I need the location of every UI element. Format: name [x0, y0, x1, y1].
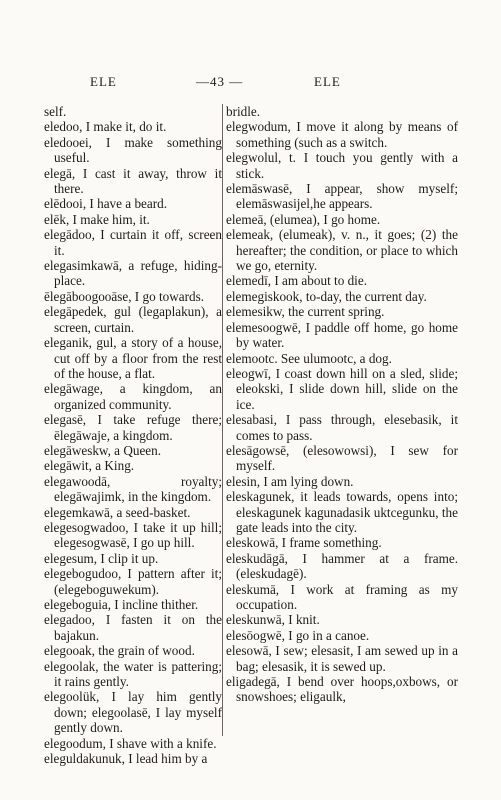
- right-column: [226, 104, 458, 705]
- dictionary-entry: elemesikw, the current spring.: [226, 304, 385, 320]
- left-guide-word: ELE: [90, 74, 117, 89]
- dictionary-entry: self.: [44, 104, 67, 119]
- dictionary-entry: eleskumā, I work at framing as my occupation.: [226, 581, 458, 612]
- dictionary-entry: elemegiskook, to-day, the current day.: [226, 288, 427, 304]
- right-guide-word: ELE: [314, 74, 341, 89]
- dictionary-entry: elēdooi, I have a beard.: [44, 196, 168, 212]
- dictionary-entry: elegā, I cast it away, throw it there.: [44, 165, 222, 197]
- dictionary-entry: elegasē, I take refuge there; ēlegāwaje, a kingdom.: [44, 412, 222, 443]
- column-divider: [222, 104, 223, 736]
- dictionary-entry: elemāswasē, I appear, show myself; elemāswasijel,he appears.: [226, 181, 458, 212]
- dictionary-entry: elegāpedek, gul (legaplakun), a screen, curtain.: [44, 304, 222, 335]
- dictionary-entry: elesōogwē, I go in a canoe.: [226, 627, 370, 643]
- dictionary-entry: elegoolük, I lay him gently down; elegoolasē, I lay myself gently down.: [44, 689, 222, 736]
- dictionary-entry: eleogwī, I coast down hill on a sled, slide; eleokski, I slide down hill, slide on the ice.: [226, 365, 458, 412]
- dictionary-entry: elegoolak, the water is pattering; it rains gently.: [44, 658, 222, 690]
- dictionary-entry: eleganik, gul, a story of a house, cut off by a floor from the rest of the house, a flat.: [44, 335, 222, 381]
- dictionary-entry: elegāwage, a kingdom, an organized community.: [44, 381, 222, 412]
- dictionary-entry: ēlegāboogooāse, I go towards.: [44, 288, 205, 304]
- dictionary-entry: elemedī, I am about to die.: [226, 273, 367, 289]
- dictionary-entry: elesāgowsē, (elesowowsi), I sew for myself.: [226, 442, 458, 474]
- page-header: [0, 74, 501, 94]
- page-number: —43 —: [196, 74, 244, 89]
- dictionary-entry: elegooak, the grain of wood.: [44, 643, 195, 659]
- dictionary-entry: eledooei, I make something useful.: [44, 134, 222, 166]
- dictionary-entry: eledoo, I make it, do it.: [44, 119, 167, 135]
- dictionary-entry: elegāwit, a King.: [44, 458, 135, 474]
- dictionary-entry: elegadoo, I fasten it on the bajakun.: [44, 612, 222, 643]
- dictionary-entry: elegwolul, t. I touch you gently with a stick.: [226, 150, 458, 181]
- dictionary-entry: elegoodum, I shave with a knife.: [44, 735, 217, 751]
- dictionary-entry: elēk, I make him, it.: [44, 211, 150, 227]
- dictionary-entry: eleguldakunuk, I lead him by a: [44, 751, 208, 767]
- dictionary-entry: elegesogwadoo, I take it up hill; elegesogwasē, I go up hill.: [44, 519, 222, 551]
- dictionary-entry: elegebogudoo, I pattern after it; (elegeboguwekum).: [44, 566, 222, 597]
- dictionary-entry: elegasimkawā, a refuge, hiding-place.: [44, 258, 222, 289]
- dictionary-entry: eleskudāgā, I hammer at a frame. (eleskudagē).: [226, 550, 458, 582]
- dictionary-entry: bridle.: [226, 104, 261, 119]
- left-column: [44, 104, 222, 766]
- dictionary-entry: elesabasi, I pass through, elesebasik, it comes to pass.: [226, 412, 458, 443]
- dictionary-entry: elemootc. See ulumootc, a dog.: [226, 350, 392, 366]
- dictionary-entry: elegādoo, I curtain it off, screen it.: [44, 227, 222, 258]
- dictionary-entry: eleskagunek, it leads towards, opens into; eleskagunek kagunadasik uktcegunku, the gate leads into the city.: [226, 489, 458, 535]
- dictionary-entry: elegawoodā, royalty; elegāwajimk, in the kingdom.: [44, 473, 222, 505]
- dictionary-entry: elegeboguia, I incline thither.: [44, 597, 199, 612]
- dictionary-entry: elemeā, (elumea), I go home.: [226, 211, 381, 227]
- dictionary-entry: elemesoogwē, I paddle off home, go home by water.: [226, 319, 458, 351]
- dictionary-entry: eleskowā, I frame something.: [226, 535, 382, 551]
- dictionary-entry: elegesum, I clip it up.: [44, 550, 159, 566]
- dictionary-entry: eleskunwā, I knit.: [226, 612, 320, 628]
- dictionary-entry: elemeak, (elumeak), v. n., it goes; (2) the hereafter; the condition, or place to which we go, eternity.: [226, 227, 458, 274]
- dictionary-entry: eligadegā, I bend over hoops,oxbows, or snowshoes; eligaulk,: [226, 674, 458, 705]
- dictionary-entry: elegāweskw, a Queen.: [44, 442, 162, 458]
- dictionary-entry: elegwodum, I move it along by means of something (such as a switch.: [226, 119, 458, 150]
- dictionary-entry: elesowā, I sew; elesasit, I am sewed up in a bag; elesasik, it is sewed up.: [226, 643, 458, 674]
- dictionary-entry: elegemkawā, a seed-basket.: [44, 504, 191, 520]
- dictionary-entry: elesin, I am lying down.: [226, 473, 354, 489]
